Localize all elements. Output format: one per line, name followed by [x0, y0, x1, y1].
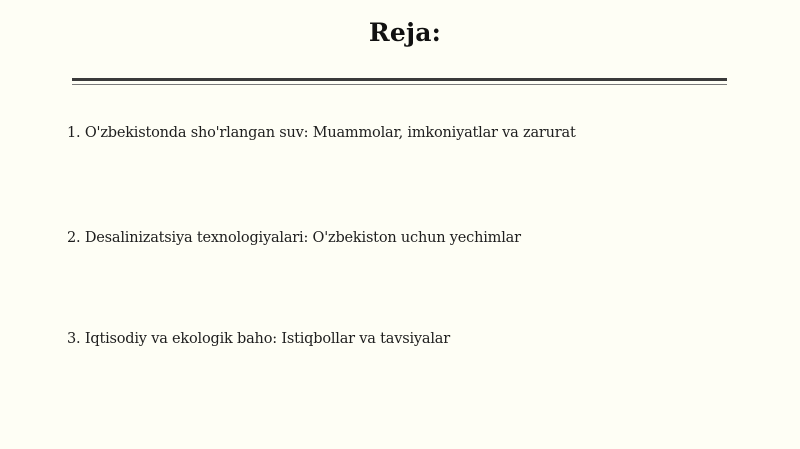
title-divider-thin	[72, 84, 727, 85]
agenda-item-3: 3. Iqtisodiy va ekologik baho: Istiqbollar va tavsiyalar	[67, 331, 450, 347]
agenda-item-1: 1. O'zbekistonda sho'rlangan suv: Muammolar, imkoniyatlar va zarurat	[67, 125, 576, 141]
title-divider-thick	[72, 78, 727, 81]
agenda-item-2: 2. Desalinizatsiya texnologiyalari: O'zbekiston uchun yechimlar	[67, 230, 521, 246]
slide-title: Reja:	[368, 18, 442, 47]
